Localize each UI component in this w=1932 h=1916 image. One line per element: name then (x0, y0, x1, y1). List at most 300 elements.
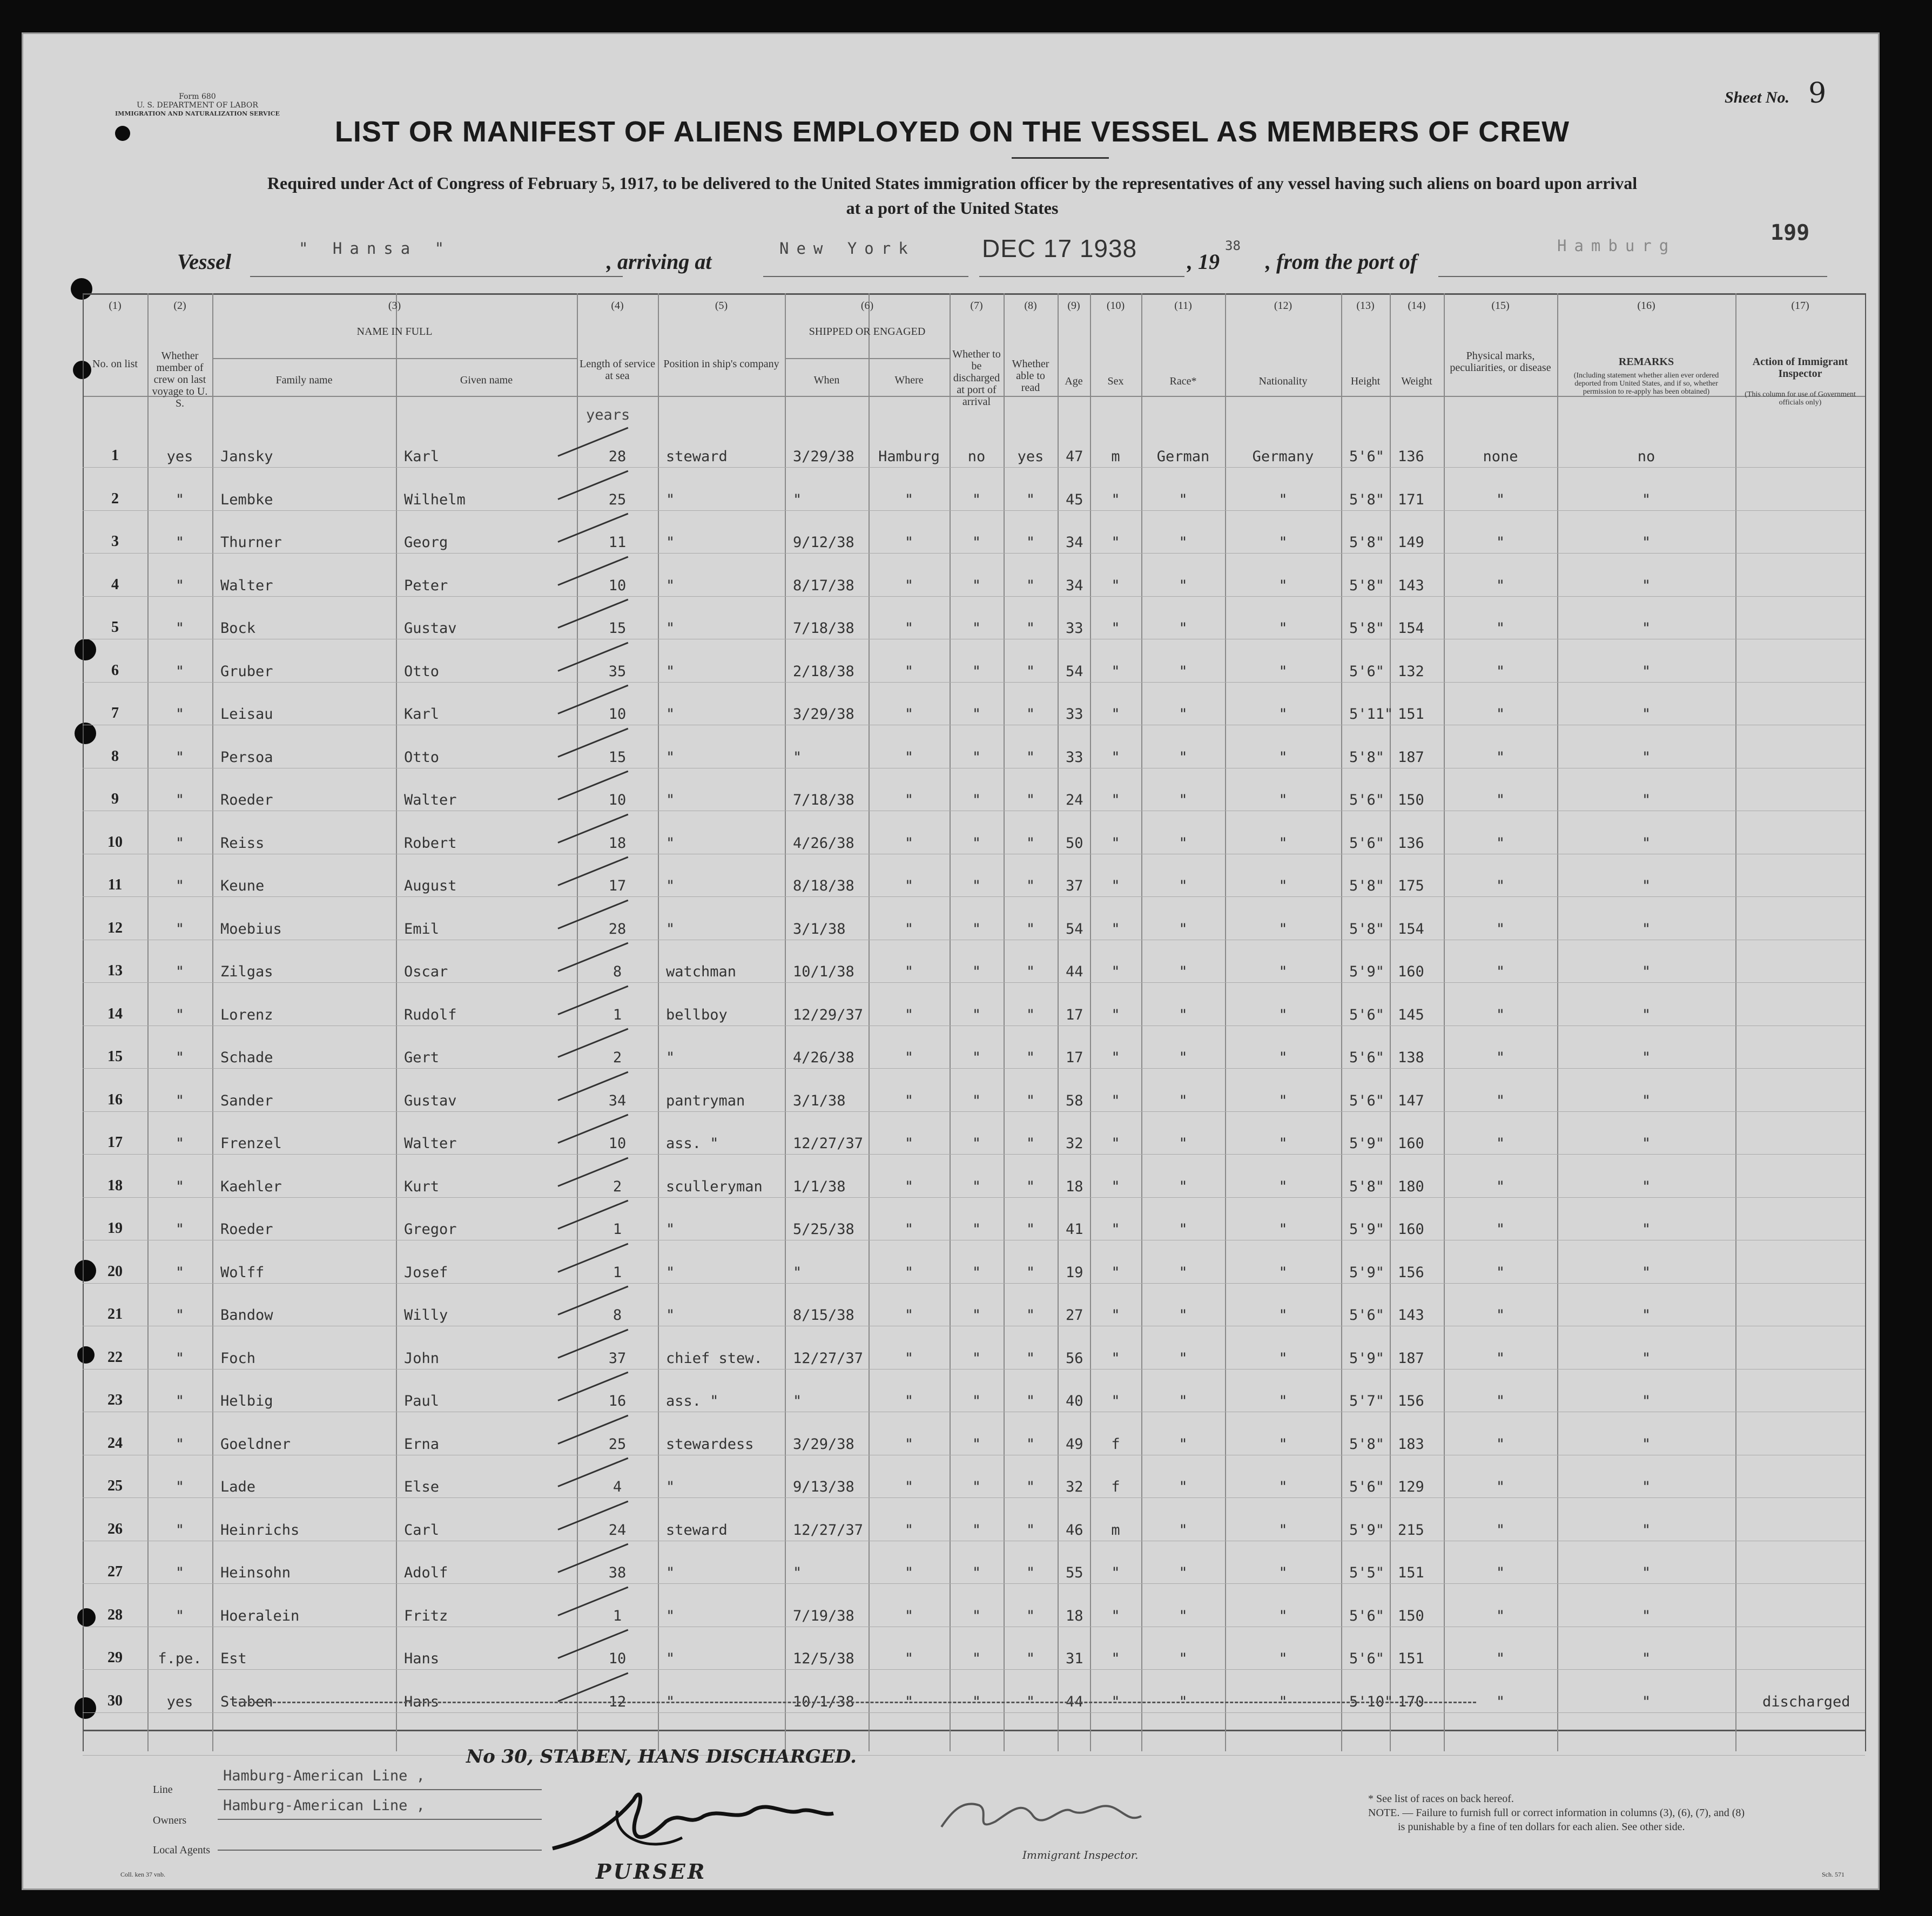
cell-race: " (1179, 1393, 1188, 1409)
cell-family: Moebius (220, 920, 282, 937)
cell-prev: " (175, 1307, 185, 1324)
cell-weight: 145 (1398, 1006, 1424, 1023)
cell-weight: 154 (1398, 920, 1424, 937)
cell-height: 5'8" (1349, 748, 1385, 766)
cell-age: 50 (1066, 834, 1083, 852)
cell-sex: " (1111, 834, 1120, 852)
cell-race: " (1179, 1607, 1188, 1624)
cell-service: 17 (608, 878, 627, 894)
cell-where: " (904, 1479, 914, 1495)
row-rule (83, 682, 1865, 683)
cell-service: 35 (608, 663, 627, 680)
cell-no: 20 (107, 1263, 123, 1280)
cell-remarks: " (1641, 620, 1651, 637)
cell-marks: " (1496, 920, 1505, 937)
cell-read: " (1026, 1092, 1035, 1109)
header-divider (212, 358, 577, 359)
cell-marks: " (1496, 1006, 1505, 1023)
cell-when: 9/12/38 (793, 534, 854, 551)
cell-service: 37 (608, 1350, 627, 1367)
cell-sex: " (1111, 1693, 1120, 1710)
cell-family: Est (220, 1650, 247, 1667)
cell-marks: " (1496, 1393, 1505, 1409)
cell-remarks: " (1641, 1178, 1651, 1195)
cell-sex: f (1111, 1479, 1120, 1495)
cell-no: 16 (107, 1091, 123, 1108)
cell-family: Hoeralein (220, 1607, 300, 1624)
cell-read: " (1026, 577, 1035, 594)
cell-nationality: " (1278, 1350, 1288, 1367)
cell-family: Lorenz (220, 1006, 273, 1023)
cell-family: Walter (220, 577, 273, 594)
cell-where: " (904, 620, 914, 637)
cell-discharge: " (972, 491, 981, 508)
column-header: Race* (1169, 375, 1197, 387)
row-rule (83, 1583, 1865, 1584)
cell-age: 49 (1066, 1435, 1083, 1453)
cell-nationality: " (1278, 1092, 1288, 1109)
cell-no: 17 (107, 1134, 123, 1151)
cell-discharge: " (972, 963, 981, 980)
cell-marks: " (1496, 1607, 1505, 1624)
cell-race: " (1179, 834, 1188, 852)
cell-sex: " (1111, 1135, 1120, 1152)
cell-given: Erna (404, 1435, 440, 1453)
cell-remarks: " (1641, 491, 1651, 508)
cell-nationality: " (1278, 748, 1288, 766)
cell-when: 3/1/38 (793, 920, 846, 937)
cell-service: 18 (608, 834, 627, 852)
cell-service: 15 (608, 620, 627, 637)
cell-discharge: " (972, 706, 981, 723)
column-number: (10) (1106, 300, 1125, 312)
cell-sex: " (1111, 534, 1120, 551)
cell-weight: 132 (1398, 663, 1424, 680)
cell-weight: 151 (1398, 1564, 1424, 1581)
cell-no: 10 (107, 833, 123, 851)
cell-remarks: " (1641, 1092, 1651, 1109)
service-name: IMMIGRATION AND NATURALIZATION SERVICE (115, 110, 280, 117)
sheet-number: 9 (1808, 77, 1827, 110)
cell-remarks: " (1641, 1307, 1651, 1324)
cell-age: 56 (1066, 1350, 1083, 1367)
cell-when: " (793, 1264, 802, 1281)
cell-race: " (1179, 792, 1188, 808)
cell-nationality: " (1278, 577, 1288, 594)
cell-position: " (666, 1607, 675, 1624)
cell-when: " (793, 1564, 802, 1581)
column-rule (1735, 293, 1736, 1751)
cell-race: " (1179, 1006, 1188, 1023)
column-header: SHIPPED OR ENGAGED (809, 326, 926, 338)
cell-race: " (1179, 1221, 1188, 1238)
cell-prev: " (175, 834, 185, 852)
cell-prev: yes (166, 448, 193, 465)
cell-sex: " (1111, 1564, 1120, 1581)
cell-height: 5'6" (1349, 1650, 1385, 1667)
cell-nationality: " (1278, 920, 1288, 937)
cell-position: " (666, 1564, 675, 1581)
cell-prev: " (175, 963, 185, 980)
row-rule (83, 1283, 1865, 1284)
cell-remarks: " (1641, 1049, 1651, 1066)
cell-given: Walter (404, 792, 457, 808)
line-label: Line (153, 1784, 173, 1796)
column-rule (658, 293, 659, 1751)
cell-position: ass. " (666, 1393, 719, 1409)
cell-height: 5'6" (1349, 1607, 1385, 1624)
cell-sex: " (1111, 963, 1120, 980)
cell-family: Schade (220, 1049, 273, 1066)
column-rule (1341, 293, 1342, 1751)
cell-family: Jansky (220, 448, 273, 465)
cell-service: 25 (608, 1435, 627, 1453)
cell-prev: " (175, 1479, 185, 1495)
cell-position: " (666, 1264, 675, 1281)
cell-nationality: " (1278, 1693, 1288, 1710)
cell-read: " (1026, 1264, 1035, 1281)
cell-marks: " (1496, 963, 1505, 980)
cell-family: Heinsohn (220, 1564, 291, 1581)
cell-height: 5'8" (1349, 534, 1385, 551)
cell-weight: 136 (1398, 834, 1424, 852)
subtitle-line-1: Required under Act of Congress of February 5, 1917, to be delivered to the United States immigration officer by the representatives of any vessel having such aliens on board upon arrival (267, 173, 1638, 193)
cell-height: 5'9" (1349, 1135, 1385, 1152)
cell-no: 21 (107, 1306, 123, 1323)
cell-position: sculleryman (666, 1178, 763, 1195)
cell-prev: yes (166, 1693, 193, 1710)
cell-position: stewardess (666, 1435, 754, 1453)
cell-service: 10 (608, 1650, 627, 1667)
cell-read: " (1026, 620, 1035, 637)
cell-race: " (1179, 620, 1188, 637)
cell-read: " (1026, 1607, 1035, 1624)
cell-discharge: " (972, 534, 981, 551)
cell-weight: 171 (1398, 491, 1424, 508)
cell-prev: " (175, 920, 185, 937)
cell-no: 28 (107, 1606, 123, 1623)
column-number: (13) (1356, 300, 1375, 312)
cell-age: 44 (1066, 963, 1083, 980)
cell-family: Leisau (220, 706, 273, 723)
cell-no: 2 (111, 490, 119, 507)
cell-sex: " (1111, 1350, 1120, 1367)
cell-race: " (1179, 748, 1188, 766)
cell-weight: 160 (1398, 1135, 1424, 1152)
years-unit-label: years (586, 407, 630, 423)
cell-when: " (793, 748, 802, 766)
cell-read: " (1026, 1479, 1035, 1495)
cell-read: " (1026, 706, 1035, 723)
cell-discharge: " (972, 1564, 981, 1581)
column-number: (15) (1491, 300, 1510, 312)
column-header-note: (Including statement whether alien ever ordered deported from United States, and if so, whether permission to re-apply has been obtained) (1573, 372, 1719, 396)
column-number: (7) (970, 300, 983, 312)
cell-nationality: " (1278, 1393, 1288, 1409)
cell-nationality: " (1278, 1650, 1288, 1667)
cell-height: 5'7" (1349, 1393, 1385, 1409)
cell-height: 5'6" (1349, 1092, 1385, 1109)
cell-position: " (666, 1049, 675, 1066)
cell-remarks: " (1641, 1693, 1651, 1710)
cell-prev: " (175, 577, 185, 594)
cell-family: Kaehler (220, 1178, 282, 1195)
cell-given: Gustav (404, 620, 457, 637)
cell-where: " (904, 748, 914, 766)
cell-no: 27 (107, 1563, 123, 1580)
cell-marks: " (1496, 1435, 1505, 1453)
cell-weight: 156 (1398, 1264, 1424, 1281)
column-subheader: Given name (460, 374, 513, 386)
cell-prev: " (175, 1350, 185, 1367)
cell-race: " (1179, 534, 1188, 551)
cell-service: 28 (608, 920, 627, 937)
cell-where: " (904, 534, 914, 551)
cell-weight: 150 (1398, 792, 1424, 808)
cell-position: bellboy (666, 1006, 728, 1023)
cell-marks: " (1496, 1049, 1505, 1066)
cell-given: Fritz (404, 1607, 448, 1624)
cell-age: 18 (1066, 1178, 1083, 1195)
cell-prev: " (175, 534, 185, 551)
cell-height: 5'8" (1349, 1178, 1385, 1195)
cell-read: " (1026, 1350, 1035, 1367)
column-number: (14) (1408, 300, 1426, 312)
cell-nationality: " (1278, 792, 1288, 808)
cell-position: " (666, 1479, 675, 1495)
year-value: 38 (1225, 238, 1241, 253)
sheet-label: Sheet No. (1725, 89, 1789, 106)
cell-nationality: " (1278, 1307, 1288, 1324)
cell-read: " (1026, 1178, 1035, 1195)
departure-port: Hamburg (1557, 237, 1677, 255)
cell-position: " (666, 491, 675, 508)
cell-remarks: " (1641, 577, 1651, 594)
column-header: Weight (1401, 375, 1432, 387)
column-header: Whether able to read (1012, 358, 1049, 394)
cell-weight: 138 (1398, 1049, 1424, 1066)
cell-discharge: no (967, 448, 986, 465)
cell-remarks: " (1641, 1006, 1651, 1023)
cell-nationality: " (1278, 491, 1288, 508)
cell-prev: " (175, 748, 185, 766)
row-rule (83, 467, 1865, 468)
cell-discharge: " (972, 834, 981, 852)
cell-where: " (904, 1135, 914, 1152)
column-header: NAME IN FULL (356, 326, 433, 338)
cell-no: 6 (111, 662, 119, 679)
cell-when: 12/27/37 (793, 1135, 864, 1152)
cell-sex: " (1111, 1393, 1120, 1409)
cell-prev: " (175, 878, 185, 894)
cell-prev: f.pe. (158, 1650, 202, 1667)
cell-discharge: " (972, 1693, 981, 1710)
cell-age: 32 (1066, 1479, 1083, 1495)
cell-marks: " (1496, 1307, 1505, 1324)
cell-marks: " (1496, 834, 1505, 852)
column-rule (1865, 293, 1866, 1751)
cell-read: " (1026, 491, 1035, 508)
cell-given: Emil (404, 920, 440, 937)
cell-prev: " (175, 1393, 185, 1409)
cell-service: 1 (612, 1607, 622, 1624)
cell-sex: " (1111, 920, 1120, 937)
cell-remarks: " (1641, 1264, 1651, 1281)
owners-value: Hamburg-American Line , (223, 1797, 425, 1814)
cell-service: 8 (612, 963, 622, 980)
row-rule (83, 1755, 1865, 1756)
schedule-code: Sch. 571 (1822, 1871, 1845, 1878)
cell-position: steward (666, 1521, 728, 1539)
cell-read: yes (1017, 448, 1044, 465)
cell-family: Roeder (220, 792, 273, 808)
cell-family: Bandow (220, 1307, 273, 1324)
cell-family: Zilgas (220, 963, 273, 980)
cell-remarks: " (1641, 534, 1651, 551)
cell-family: Keune (220, 878, 265, 894)
cell-position: " (666, 534, 675, 551)
cell-marks: " (1496, 663, 1505, 680)
column-header: Height (1350, 375, 1381, 387)
cell-position: watchman (666, 963, 737, 980)
cell-race: " (1179, 878, 1188, 894)
cell-discharge: " (972, 1178, 981, 1195)
cell-remarks: " (1641, 834, 1651, 852)
cell-given: Gregor (404, 1221, 457, 1238)
cell-where: " (904, 1435, 914, 1453)
cell-sex: " (1111, 1221, 1120, 1238)
cell-marks: " (1496, 620, 1505, 637)
cell-read: " (1026, 1307, 1035, 1324)
cell-height: 5'6" (1349, 448, 1385, 465)
cell-sex: m (1111, 1521, 1120, 1539)
cell-marks: " (1496, 792, 1505, 808)
cell-no: 12 (107, 919, 123, 936)
cell-family: Lembke (220, 491, 273, 508)
column-rule (785, 293, 786, 1751)
cell-where: " (904, 1693, 914, 1710)
cell-height: 5'6" (1349, 1006, 1385, 1023)
column-header: Length of service at sea (580, 358, 655, 382)
cell-service: 11 (608, 534, 627, 551)
cell-prev: " (175, 1435, 185, 1453)
cell-race: " (1179, 706, 1188, 723)
cell-when: 10/1/38 (793, 963, 854, 980)
cell-given: August (404, 878, 457, 894)
cell-marks: " (1496, 1650, 1505, 1667)
column-number: (16) (1637, 300, 1655, 312)
cell-height: 5'10" (1349, 1693, 1394, 1710)
cell-family: Roeder (220, 1221, 273, 1238)
cell-no: 13 (107, 962, 123, 979)
cell-position: " (666, 663, 675, 680)
cell-service: 4 (612, 1479, 622, 1495)
cell-where: " (904, 577, 914, 594)
cell-position: " (666, 834, 675, 852)
cell-given: Georg (404, 534, 448, 551)
cell-discharge: " (972, 663, 981, 680)
cell-when: 12/27/37 (793, 1521, 864, 1539)
cell-no: 24 (107, 1434, 123, 1452)
cell-marks: " (1496, 748, 1505, 766)
cell-when: 12/29/37 (793, 1006, 864, 1023)
cell-height: 5'6" (1349, 1307, 1385, 1324)
cell-nationality: " (1278, 1049, 1288, 1066)
cell-height: 5'6" (1349, 1479, 1385, 1495)
column-number: (9) (1067, 300, 1080, 312)
cell-service: 10 (608, 1135, 627, 1152)
cell-where: " (904, 834, 914, 852)
column-header: Sex (1107, 375, 1124, 387)
strikethrough-line (234, 1702, 1476, 1703)
cell-age: 54 (1066, 920, 1083, 937)
cell-race: " (1179, 1049, 1188, 1066)
cell-race: " (1179, 1264, 1188, 1281)
cell-sex: " (1111, 577, 1120, 594)
cell-prev: " (175, 1092, 185, 1109)
cell-race: " (1179, 1178, 1188, 1195)
cell-no: 11 (107, 876, 123, 893)
cell-service: 1 (612, 1264, 622, 1281)
form-number: Form 680 (179, 92, 216, 101)
race-note: * See list of races on back hereof. (1368, 1793, 1514, 1805)
row-rule (83, 510, 1865, 511)
row-rule (83, 596, 1865, 597)
cell-where: " (904, 920, 914, 937)
arrival-port: New York (779, 239, 915, 258)
local-agents-label: Local Agents (153, 1844, 211, 1856)
purser-signature (542, 1778, 844, 1865)
cell-weight: 150 (1398, 1607, 1424, 1624)
cell-remarks: " (1641, 1393, 1651, 1409)
manifest-sheet (22, 32, 1880, 1890)
cell-no: 9 (111, 791, 119, 807)
cell-discharge: " (972, 748, 981, 766)
cell-no: 8 (111, 747, 119, 765)
cell-when: 8/17/38 (793, 577, 854, 594)
cell-when: 2/18/38 (793, 663, 854, 680)
from-port-label: , from the port of (1265, 249, 1418, 274)
cell-discharge: " (972, 1607, 981, 1624)
cell-no: 26 (107, 1520, 123, 1537)
cell-sex: " (1111, 1006, 1120, 1023)
inspector-label: Immigrant Inspector. (1022, 1848, 1139, 1861)
cell-prev: " (175, 620, 185, 637)
cell-read: " (1026, 878, 1035, 894)
row-rule (83, 1497, 1865, 1498)
cell-given: Hans (404, 1650, 440, 1667)
cell-where: " (904, 1006, 914, 1023)
cell-remarks: " (1641, 663, 1651, 680)
cell-read: " (1026, 1135, 1035, 1152)
column-header: Whether to be discharged at port of arrival (952, 348, 1001, 408)
cell-position: " (666, 1307, 675, 1324)
cell-marks: " (1496, 1479, 1505, 1495)
cell-given: Peter (404, 577, 448, 594)
cell-nationality: " (1278, 1479, 1288, 1495)
cell-race: " (1179, 1435, 1188, 1453)
cell-when: 9/13/38 (793, 1479, 854, 1495)
cell-read: " (1026, 1049, 1035, 1066)
cell-no: 30 (107, 1692, 123, 1709)
cell-discharge: " (972, 1221, 981, 1238)
cell-age: 33 (1066, 706, 1083, 723)
cell-no: 5 (111, 619, 119, 636)
vessel-name: " Hansa " (299, 239, 452, 258)
cell-sex: " (1111, 491, 1120, 508)
cell-nationality: " (1278, 1607, 1288, 1624)
line-value: Hamburg-American Line , (223, 1767, 425, 1784)
